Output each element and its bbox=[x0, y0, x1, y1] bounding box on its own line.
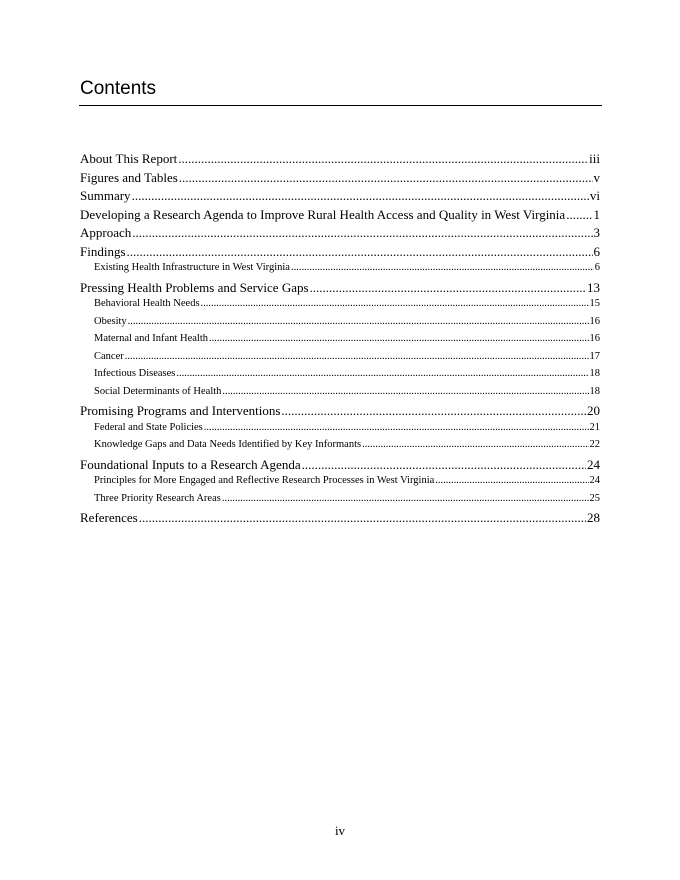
dot-leader bbox=[209, 333, 589, 344]
toc-entry[interactable] bbox=[80, 298, 600, 316]
toc-entry-page: 3 bbox=[593, 225, 600, 240]
toc-entry[interactable] bbox=[80, 510, 600, 529]
toc-entry-label: Social Determinants of Health bbox=[94, 385, 222, 397]
dot-leader bbox=[132, 188, 589, 204]
dot-leader bbox=[178, 151, 588, 167]
toc-entry-page: 17 bbox=[589, 350, 600, 362]
toc-entry-label: Obesity bbox=[94, 315, 127, 327]
toc-entry-page: 16 bbox=[589, 333, 600, 344]
toc-entry[interactable] bbox=[80, 493, 600, 511]
toc-entry-label: Figures and Tables bbox=[80, 169, 178, 185]
toc-entry-label: Three Priority Research Areas bbox=[94, 492, 221, 504]
dot-leader bbox=[139, 510, 586, 526]
toc-entry-label: Foundational Inputs to a Research Agenda bbox=[80, 456, 301, 472]
toc-entry-label: Existing Health Infrastructure in West Virginia bbox=[94, 262, 290, 273]
toc-entry[interactable] bbox=[80, 351, 600, 369]
toc-entry-page: 18 bbox=[589, 368, 600, 379]
page-title: Contents bbox=[80, 78, 157, 99]
dot-leader bbox=[179, 170, 593, 186]
dot-leader bbox=[362, 439, 588, 450]
title-rule bbox=[79, 105, 602, 106]
toc-entry-page: 21 bbox=[589, 421, 600, 433]
toc-entry[interactable] bbox=[80, 262, 600, 280]
dot-leader bbox=[127, 244, 593, 260]
toc-entry[interactable] bbox=[80, 207, 600, 226]
toc-entry[interactable] bbox=[80, 225, 600, 244]
toc-entry-label: Promising Programs and Interventions bbox=[80, 403, 281, 418]
toc-entry-label: Infectious Diseases bbox=[94, 368, 176, 379]
toc-entry-page: 1 bbox=[593, 206, 600, 222]
toc-entry-page: vi bbox=[589, 188, 600, 203]
dot-leader bbox=[125, 351, 589, 362]
toc-entry-label: Principles for More Engaged and Reflective Research Processes in West Virginia bbox=[94, 475, 435, 486]
dot-leader bbox=[222, 493, 589, 504]
toc-entry-page: iii bbox=[589, 151, 600, 166]
toc-entry[interactable] bbox=[80, 386, 600, 404]
toc-entry-page: 22 bbox=[589, 439, 600, 450]
dot-leader bbox=[176, 368, 588, 379]
toc-entry-label: References bbox=[80, 510, 138, 525]
dot-leader bbox=[128, 316, 589, 327]
dot-leader bbox=[435, 475, 588, 486]
toc-entry-label: Findings bbox=[80, 243, 126, 259]
toc-entry-label: Pressing Health Problems and Service Gaps bbox=[80, 279, 309, 295]
toc-entry-page: 16 bbox=[589, 315, 600, 327]
dot-leader bbox=[281, 403, 586, 419]
toc-entry[interactable] bbox=[80, 170, 600, 189]
toc-entry-label: Approach bbox=[80, 225, 132, 240]
toc-entry-page: 15 bbox=[589, 298, 600, 309]
toc-entry-label: Cancer bbox=[94, 350, 124, 362]
toc-entry-label: Summary bbox=[80, 188, 131, 203]
toc-entry[interactable] bbox=[80, 368, 600, 386]
toc-entry[interactable] bbox=[80, 316, 600, 334]
toc-entry-page: 18 bbox=[589, 385, 600, 397]
toc-entry-page: 24 bbox=[589, 475, 600, 486]
toc-entry-label: Developing a Research Agenda to Improve Rural Health Access and Quality in West Virginia bbox=[80, 206, 566, 222]
toc-entry[interactable] bbox=[80, 439, 600, 457]
toc-entry-page: 20 bbox=[587, 403, 600, 418]
toc-entry-label: Maternal and Infant Health bbox=[94, 333, 208, 344]
toc-entry[interactable] bbox=[80, 475, 600, 493]
toc-entry[interactable] bbox=[80, 403, 600, 422]
dot-leader bbox=[566, 207, 592, 223]
toc-entry-page: v bbox=[593, 169, 600, 185]
toc-entry[interactable] bbox=[80, 422, 600, 440]
dot-leader bbox=[204, 422, 589, 433]
toc-entry-label: Behavioral Health Needs bbox=[94, 298, 200, 309]
toc-entry[interactable] bbox=[80, 280, 600, 299]
dot-leader bbox=[310, 280, 586, 296]
toc-entry-label: Federal and State Policies bbox=[94, 421, 203, 433]
dot-leader bbox=[222, 386, 588, 397]
toc-entry[interactable] bbox=[80, 333, 600, 351]
dot-leader bbox=[302, 457, 586, 473]
toc-entry-page: 6 bbox=[594, 262, 600, 273]
toc-entry[interactable] bbox=[80, 457, 600, 476]
toc-entry-page: 25 bbox=[589, 492, 600, 504]
page-number: iv bbox=[334, 823, 346, 838]
toc-entry[interactable] bbox=[80, 151, 600, 170]
toc-entry[interactable] bbox=[80, 188, 600, 207]
dot-leader bbox=[201, 298, 589, 309]
dot-leader bbox=[132, 225, 592, 241]
toc-entry[interactable] bbox=[80, 244, 600, 263]
table-of-contents bbox=[80, 151, 600, 529]
toc-entry-label: Knowledge Gaps and Data Needs Identified by Key Informants bbox=[94, 439, 362, 450]
toc-entry-page: 24 bbox=[587, 456, 600, 472]
toc-entry-page: 6 bbox=[593, 243, 600, 259]
toc-entry-page: 13 bbox=[587, 279, 600, 295]
toc-entry-label: About This Report bbox=[80, 151, 178, 166]
toc-entry-page: 28 bbox=[587, 510, 600, 525]
dot-leader bbox=[291, 262, 594, 273]
